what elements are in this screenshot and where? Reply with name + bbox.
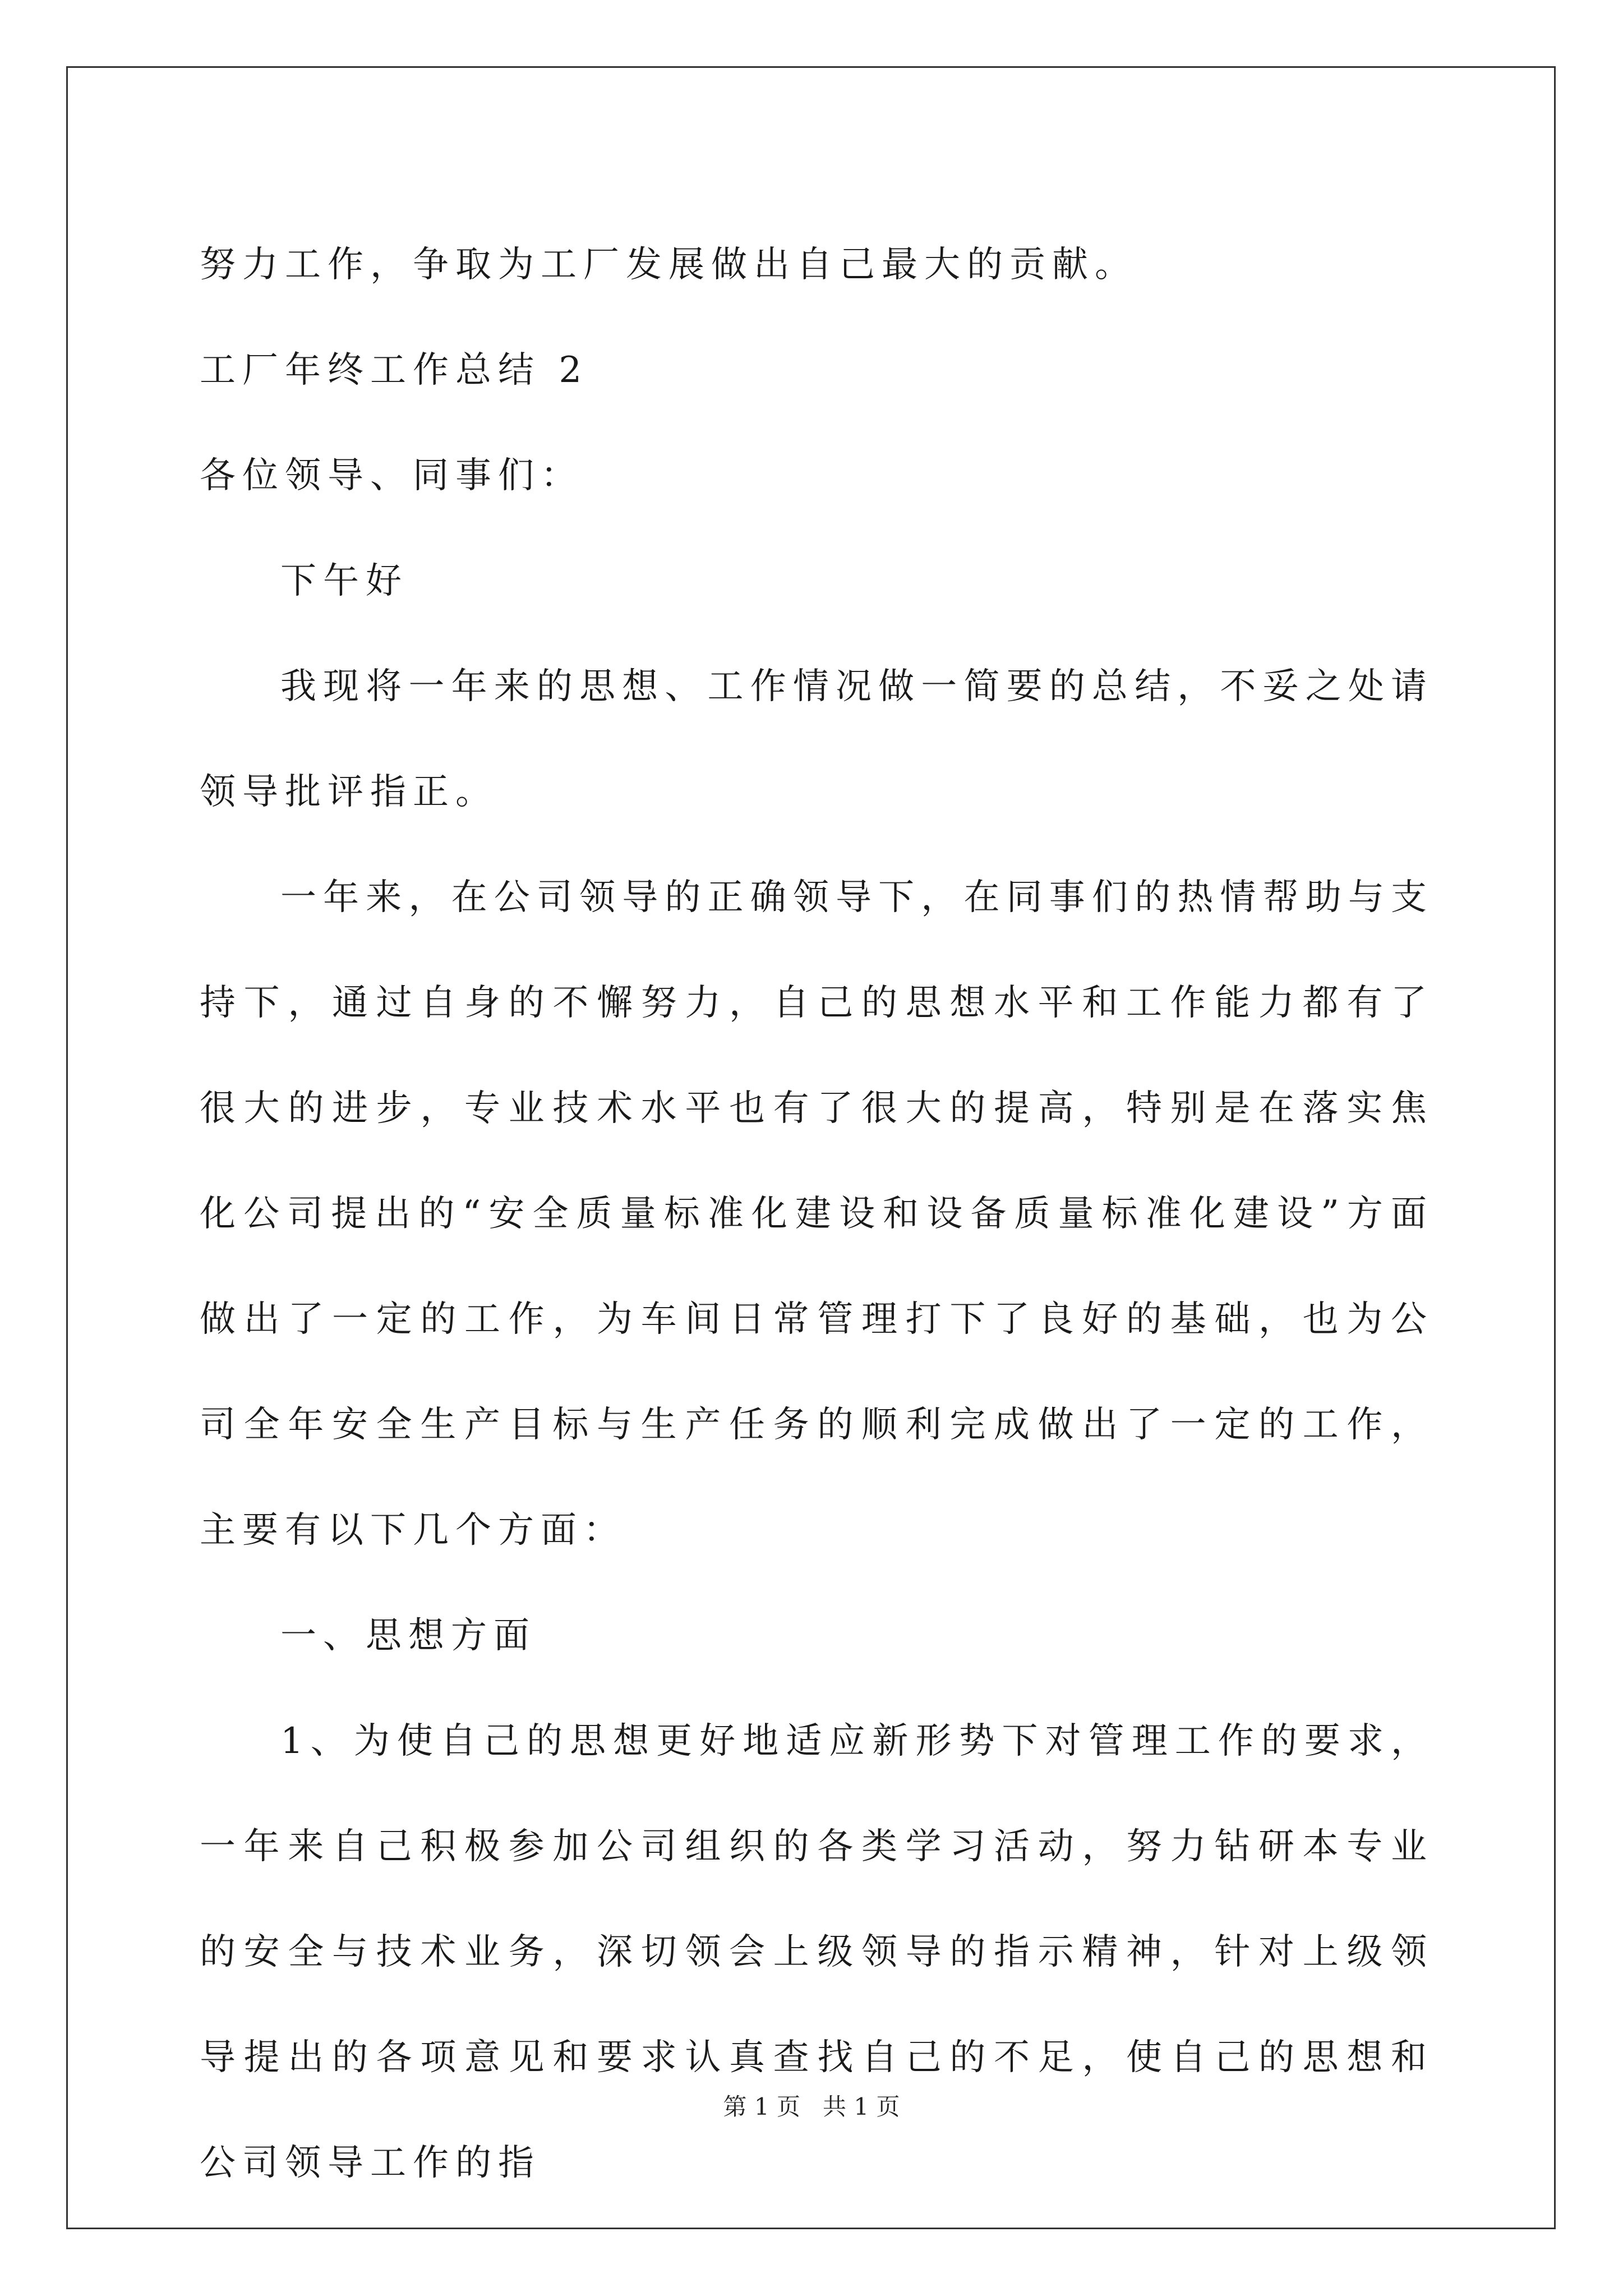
paragraph-intro: 我现将一年来的思想、工作情况做一简要的总结，不妥之处请领导批评指正。 [200, 666, 1433, 813]
subsection-heading: 一、思想方面 [280, 1615, 536, 1657]
salutation: 各位领导、同事们： [200, 455, 583, 496]
paragraph-overview: 一年来，在公司领导的正确领导下，在同事们的热情帮助与支持下，通过自身的不懈努力，自己的思想水平和工作能力都有了很大的进步，专业技术水平也有了很大的提高，特别是在落实焦化公司提出的“安全质量标准化建设和设备质量标准化建设”方面做出了一定的工作，为车间日常管理打下了良好的基础，也为公司全年安全生产目标与生产任务的顺利完成做出了一定的工作，主要有以下几个方面： [200, 877, 1433, 1551]
section-title: 工厂年终工作总结 2 [200, 349, 589, 391]
document-body [200, 212, 1433, 2216]
greeting: 下午好 [280, 560, 408, 602]
page-footer: 第 1 页 共 1 页 [723, 2093, 900, 2120]
paragraph-item-1: 1、为使自己的思想更好地适应新形势下对管理工作的要求，一年来自己积极参加公司组织的各类学习活动，努力钻研本专业的安全与技术业务，深切领会上级领导的指示精神，针对上级领导提出的各项意见和要求认真查找自己的不足，使自己的思想和公司领导工作的指 [200, 1720, 1433, 2184]
paragraph-continuation: 努力工作，争取为工厂发展做出自己最大的贡献。 [200, 244, 1137, 286]
